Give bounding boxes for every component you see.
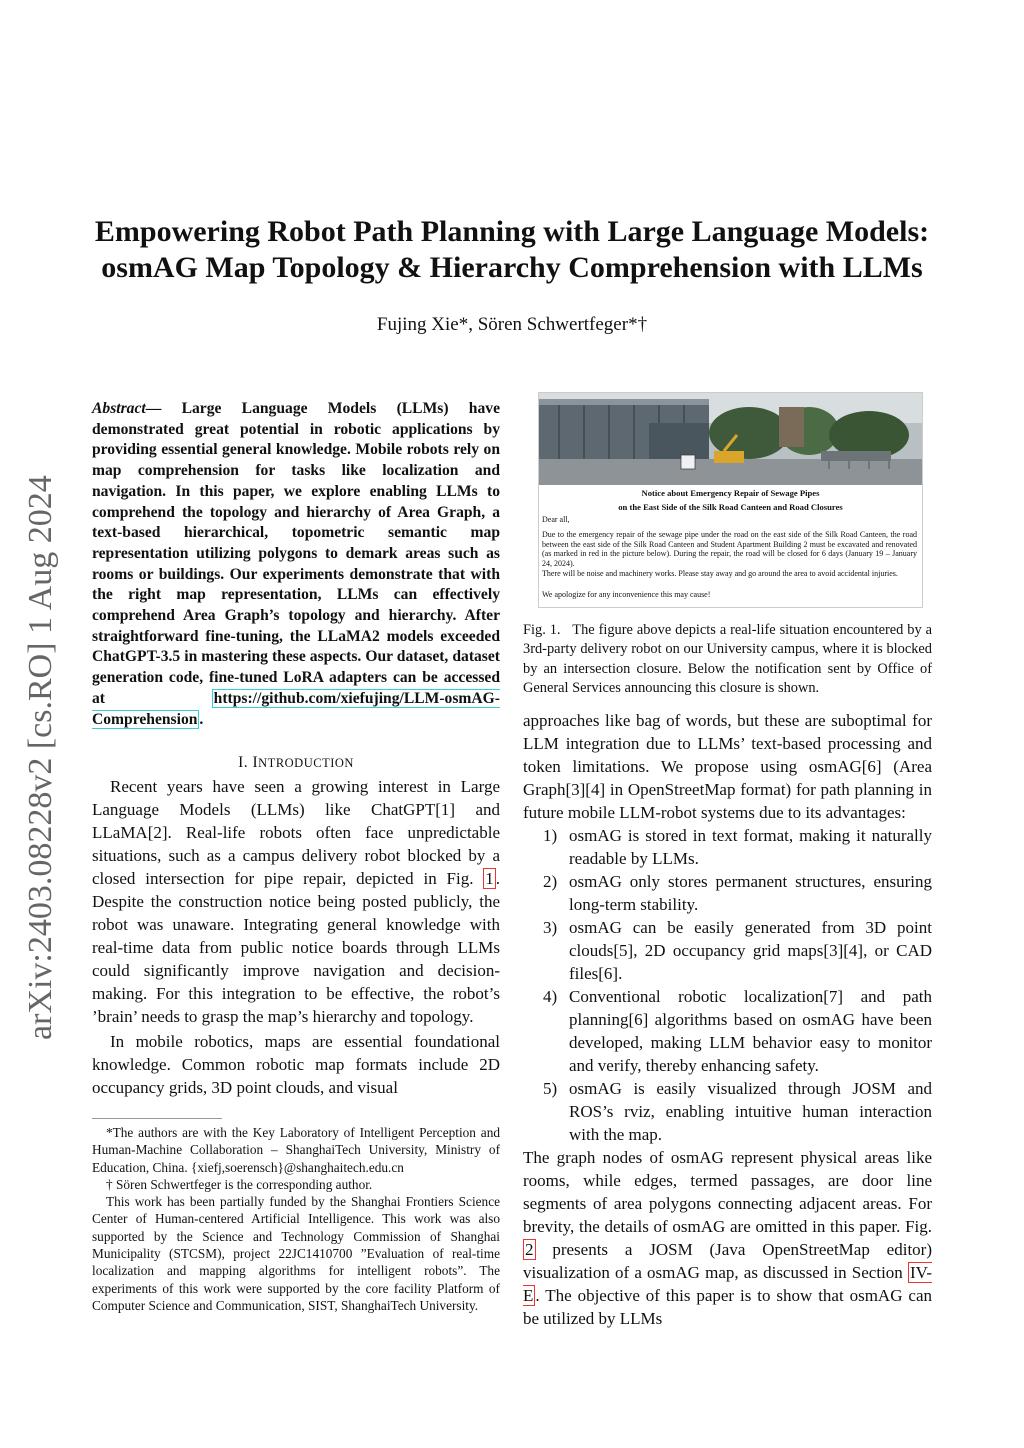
footnotes [92,1124,500,1314]
notice-title-1: Notice about Emergency Repair of Sewage Pipes [641,488,820,498]
list-item-number: 2) [543,872,558,891]
section-number: I. [238,754,253,771]
advantages-list [523,824,932,1146]
list-item-text: osmAG is easily visualized through JOSM and ROS’s rviz, enabling intuitive human interaction with the map. [569,1079,932,1144]
notice-title-2: on the East Side of the Silk Road Canteen and Road Closures [618,502,843,512]
list-item [523,916,932,985]
caption-text: The figure above depicts a real-life situation encountered by a 3rd-party delivery robot on our University campus, where it is blocked by an intersection closure. Below the notification sent by Office of General Services announcing this closure is shown. [523,622,932,696]
list-item-number: 1) [543,826,558,845]
list-item-text: osmAG only stores permanent structures, ensuring long-term stability. [569,872,932,914]
abstract-label: Abstract [92,400,146,417]
notice-body-1: Due to the emergency repair of the sewage pipe under the road on the east side of the Silk Road Canteen, the road between the east side of the Silk Road Canteen and Student Apartment Building 2 must be excavated and renovated (as marked in red in the picture below). During the repair, the road will be closed for 6 days (January 19 – January 24, 2024). [542,530,917,568]
section-heading [92,751,500,775]
intro-paragraph-2: In mobile robotics, maps are essential foundational knowledge. Common robotic map formats include 2D occupancy grids, 3D point clouds, and visual [92,1032,500,1097]
right-p2-text: The graph nodes of osmAG represent physical areas like rooms, while edges, termed passages, are door line segments of area polygons connecting adjacent areas. For brevity, the details of osmAG are omitted in this paper. Fig. [523,1148,932,1236]
section-heading-rest: NTRODUCTION [258,756,354,770]
notice-body-3: We apologize for any inconvenience this may cause! [542,590,711,599]
list-item-number: 4) [543,987,558,1006]
list-item [523,1077,932,1146]
list-item-text: osmAG can be easily generated from 3D point clouds[5], 2D occupancy grid maps[3][4], or CAD files[6]. [569,918,932,983]
footnote-funding: This work has been partially funded by the Shanghai Frontiers Science Center of Human-centered Artificial Intelligence. This work was also supported by the Science and Technology Commission of Shanghai Municipality (STCSM), project 22JC1410700 ”Evaluation of real-time localization and mapping algorithms for intelligent robots”. The experiments of this work were supported by the core facility Platform of Computer Science and Communication, SIST, ShanghaiTech University. [92,1194,500,1313]
right-p2-text-cont: presents a JOSM (Java OpenStreetMap editor) visualization of a osmAG map, as discussed in Section [523,1240,932,1282]
fig1-reference-link[interactable]: 1 [485,869,494,888]
section-iv-e-reference-link[interactable]: IV-E [523,1263,932,1305]
list-item-text: Conventional robotic localization[7] and path planning[6] algorithms based on osmAG have been developed, making LLM behavior easy to monitor and verify, thereby enhancing safety. [569,987,932,1075]
figure-1-caption [523,621,932,698]
title-line-2: osmAG Map Topology & Hierarchy Comprehension with LLMs [101,251,923,284]
notice-body-2: There will be noise and machinery works. Please stay away and go around the area to avoid accidental injuries. [542,569,898,578]
intro-paragraph-1 [92,775,500,1028]
list-item-number: 3) [543,918,558,937]
notice-greeting: Dear all, [542,515,570,524]
campus-photo-drawing [539,393,922,485]
section-heading-first: I [252,754,259,771]
list-item-number: 5) [543,1079,558,1098]
footnote-affiliation: *The authors are with the Key Laboratory of Intelligent Perception and Human-Machine Collaboration – ShanghaiTech University, Ministry of Education, China. {xiefj,soerensch}@shanghaitech.edu.cn [92,1125,500,1175]
arxiv-stamp: arXiv:2403.08228v2 [cs.RO] 1 Aug 2024 [22,475,59,1040]
github-link[interactable]: https://github.com/xiefujing/LLM-osmAG-Comprehension [92,689,500,728]
abstract-end: . [199,710,204,728]
footnote-corresponding: † Sören Schwertfeger is the corresponding author. [106,1176,373,1192]
footnote-divider [92,1118,222,1119]
author-list: Fujing Xie*, Sören Schwertfeger*† [376,314,648,335]
list-item [523,985,932,1077]
title-line-1: Empowering Robot Path Planning with Large Language Models: [94,215,930,248]
list-item-text: osmAG is stored in text format, making it naturally readable by LLMs. [569,826,932,868]
right-paragraph-2 [523,1146,932,1330]
right-p2-text-end: . The objective of this paper is to show that osmAG can be utilized by LLMs [523,1286,932,1328]
intro-p1-text-cont: . Despite the construction notice being posted publicly, the robot was unaware. Integrating general knowledge with real-time data from public notice boards through LLMs could significantly improve navigation and decision-making. For this integration to be effective, the robot’s ’brain’ needs to grasp the map’s hierarchy and topology. [92,869,500,1026]
abstract [92,399,500,730]
introduction-section [92,751,500,1099]
fig2-reference-link[interactable]: 2 [525,1240,534,1259]
list-item [523,824,932,870]
list-item [523,870,932,916]
intro-p1-text: Recent years have seen a growing interest in Large Language Models (LLMs) like ChatGPT[1] and LLaMA[2]. Real-life robots often face unpredictable situations, such as a campus delivery robot blocked by a closed intersection for pipe repair, depicted in Fig. [92,777,500,888]
figure-1 [538,392,923,608]
caption-label: Fig. 1. [523,622,561,638]
right-column-text [523,709,932,1330]
abstract-text: — Large Language Models (LLMs) have demonstrated great potential in robotic applications by providing essential general knowledge. Mobile robots rely on map comprehension for tasks like localization and navigation. In this paper, we explore enabling LLMs to comprehend the topology and hierarchy of Area Graph, a text-based hierarchical, topometric semantic map representation utilizing polygons to demark areas such as rooms or buildings. Our experiments demonstrate that with the right map representation, LLMs can effectively comprehend Area Graph’s topology and hierarchy. After straightforward fine-tuning, the LLaMA2 models exceeded ChatGPT-3.5 in mastering these aspects. Our dataset, dataset generation code, fine-tuned LoRA adapters can be accessed at [92,400,500,707]
paper-title [60,214,964,286]
campus-photo [539,393,922,485]
right-paragraph-1: approaches like bag of words, but these are suboptimal for LLM integration due to LLMs’ text-based processing and token limitations. We propose using osmAG[6] (Area Graph[3][4] in OpenStreetMap format) for path planning in future mobile LLM-robot systems due to its advantages: [523,711,932,822]
